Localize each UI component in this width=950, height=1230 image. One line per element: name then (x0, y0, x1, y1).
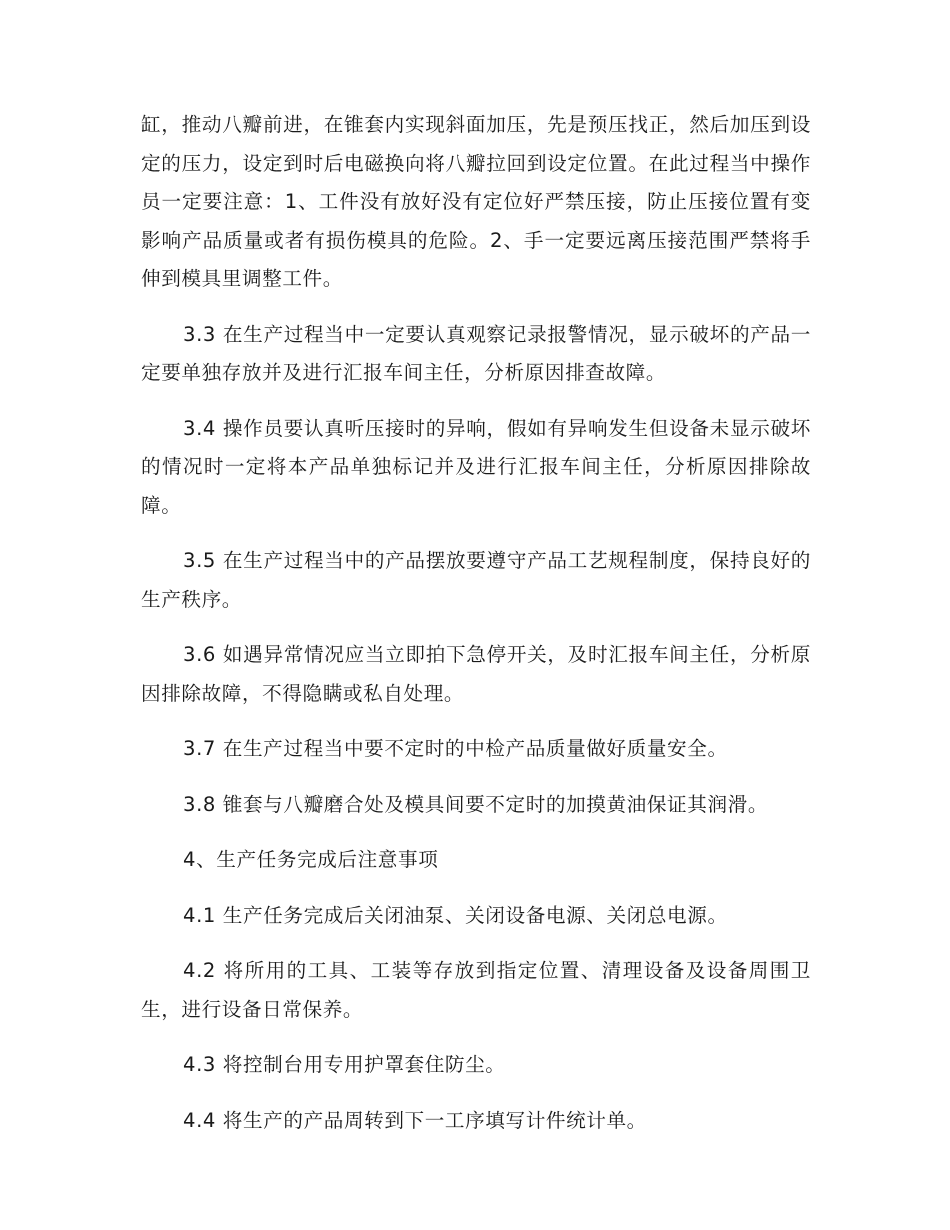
paragraph-3-5: 3.5 在生产过程当中的产品摆放要遵守产品工艺规程制度，保持良好的生产秩序。 (141, 549, 811, 611)
paragraph-3-4: 3.4 操作员要认真听压接时的异响，假如有异响发生但设备未显示破坏的情况时一定将本产品单独标记并及进行汇报车间主任，分析原因排除故障。 (141, 416, 811, 517)
paragraph-3-7: 3.7 在生产过程当中要不定时的中检产品质量做好质量安全。 (183, 737, 728, 760)
paragraph-continued: 缸，推动八瓣前进，在锥套内实现斜面加压，先是预压找正，然后加压到设定的压力，设定到时后电磁换向将八瓣拉回到设定位置。在此过程当中操作员一定要注意：1、工件没有放好没有定位好严禁压接，防止压接位置有变影响产品质量或者有损伤模具的危险。2、手一定要远离压接范围严禁将手伸到模具里调整工件。 (141, 113, 811, 290)
paragraph-4-4: 4.4 将生产的产品周转到下一工序填写计件统计单。 (183, 1108, 647, 1132)
paragraph-4-3: 4.3 将控制台用专用护罩套住防尘。 (183, 1053, 506, 1076)
paragraph-3-6: 3.6 如遇异常情况应当立即拍下急停开关，及时汇报车间主任，分析原因排除故障，不得隐瞒或私自处理。 (141, 643, 811, 705)
paragraph-4-1: 4.1 生产任务完成后关闭油泵、关闭设备电源、关闭总电源。 (183, 903, 728, 927)
document-body (141, 106, 811, 1157)
paragraph-3-8: 3.8 锥套与八瓣磨合处及模具间要不定时的加摸黄油保证其润滑。 (183, 792, 769, 816)
section-heading-4: 4、生产任务完成后注意事项 (183, 848, 439, 871)
paragraph-3-3: 3.3 在生产过程当中一定要认真观察记录报警情况，显示破坏的产品一定要单独存放并及进行汇报车间主任，分析原因排查故障。 (141, 322, 811, 384)
paragraph-4-2: 4.2 将所用的工具、工装等存放到指定位置、清理设备及设备周围卫生，进行设备日常保养。 (141, 959, 811, 1021)
